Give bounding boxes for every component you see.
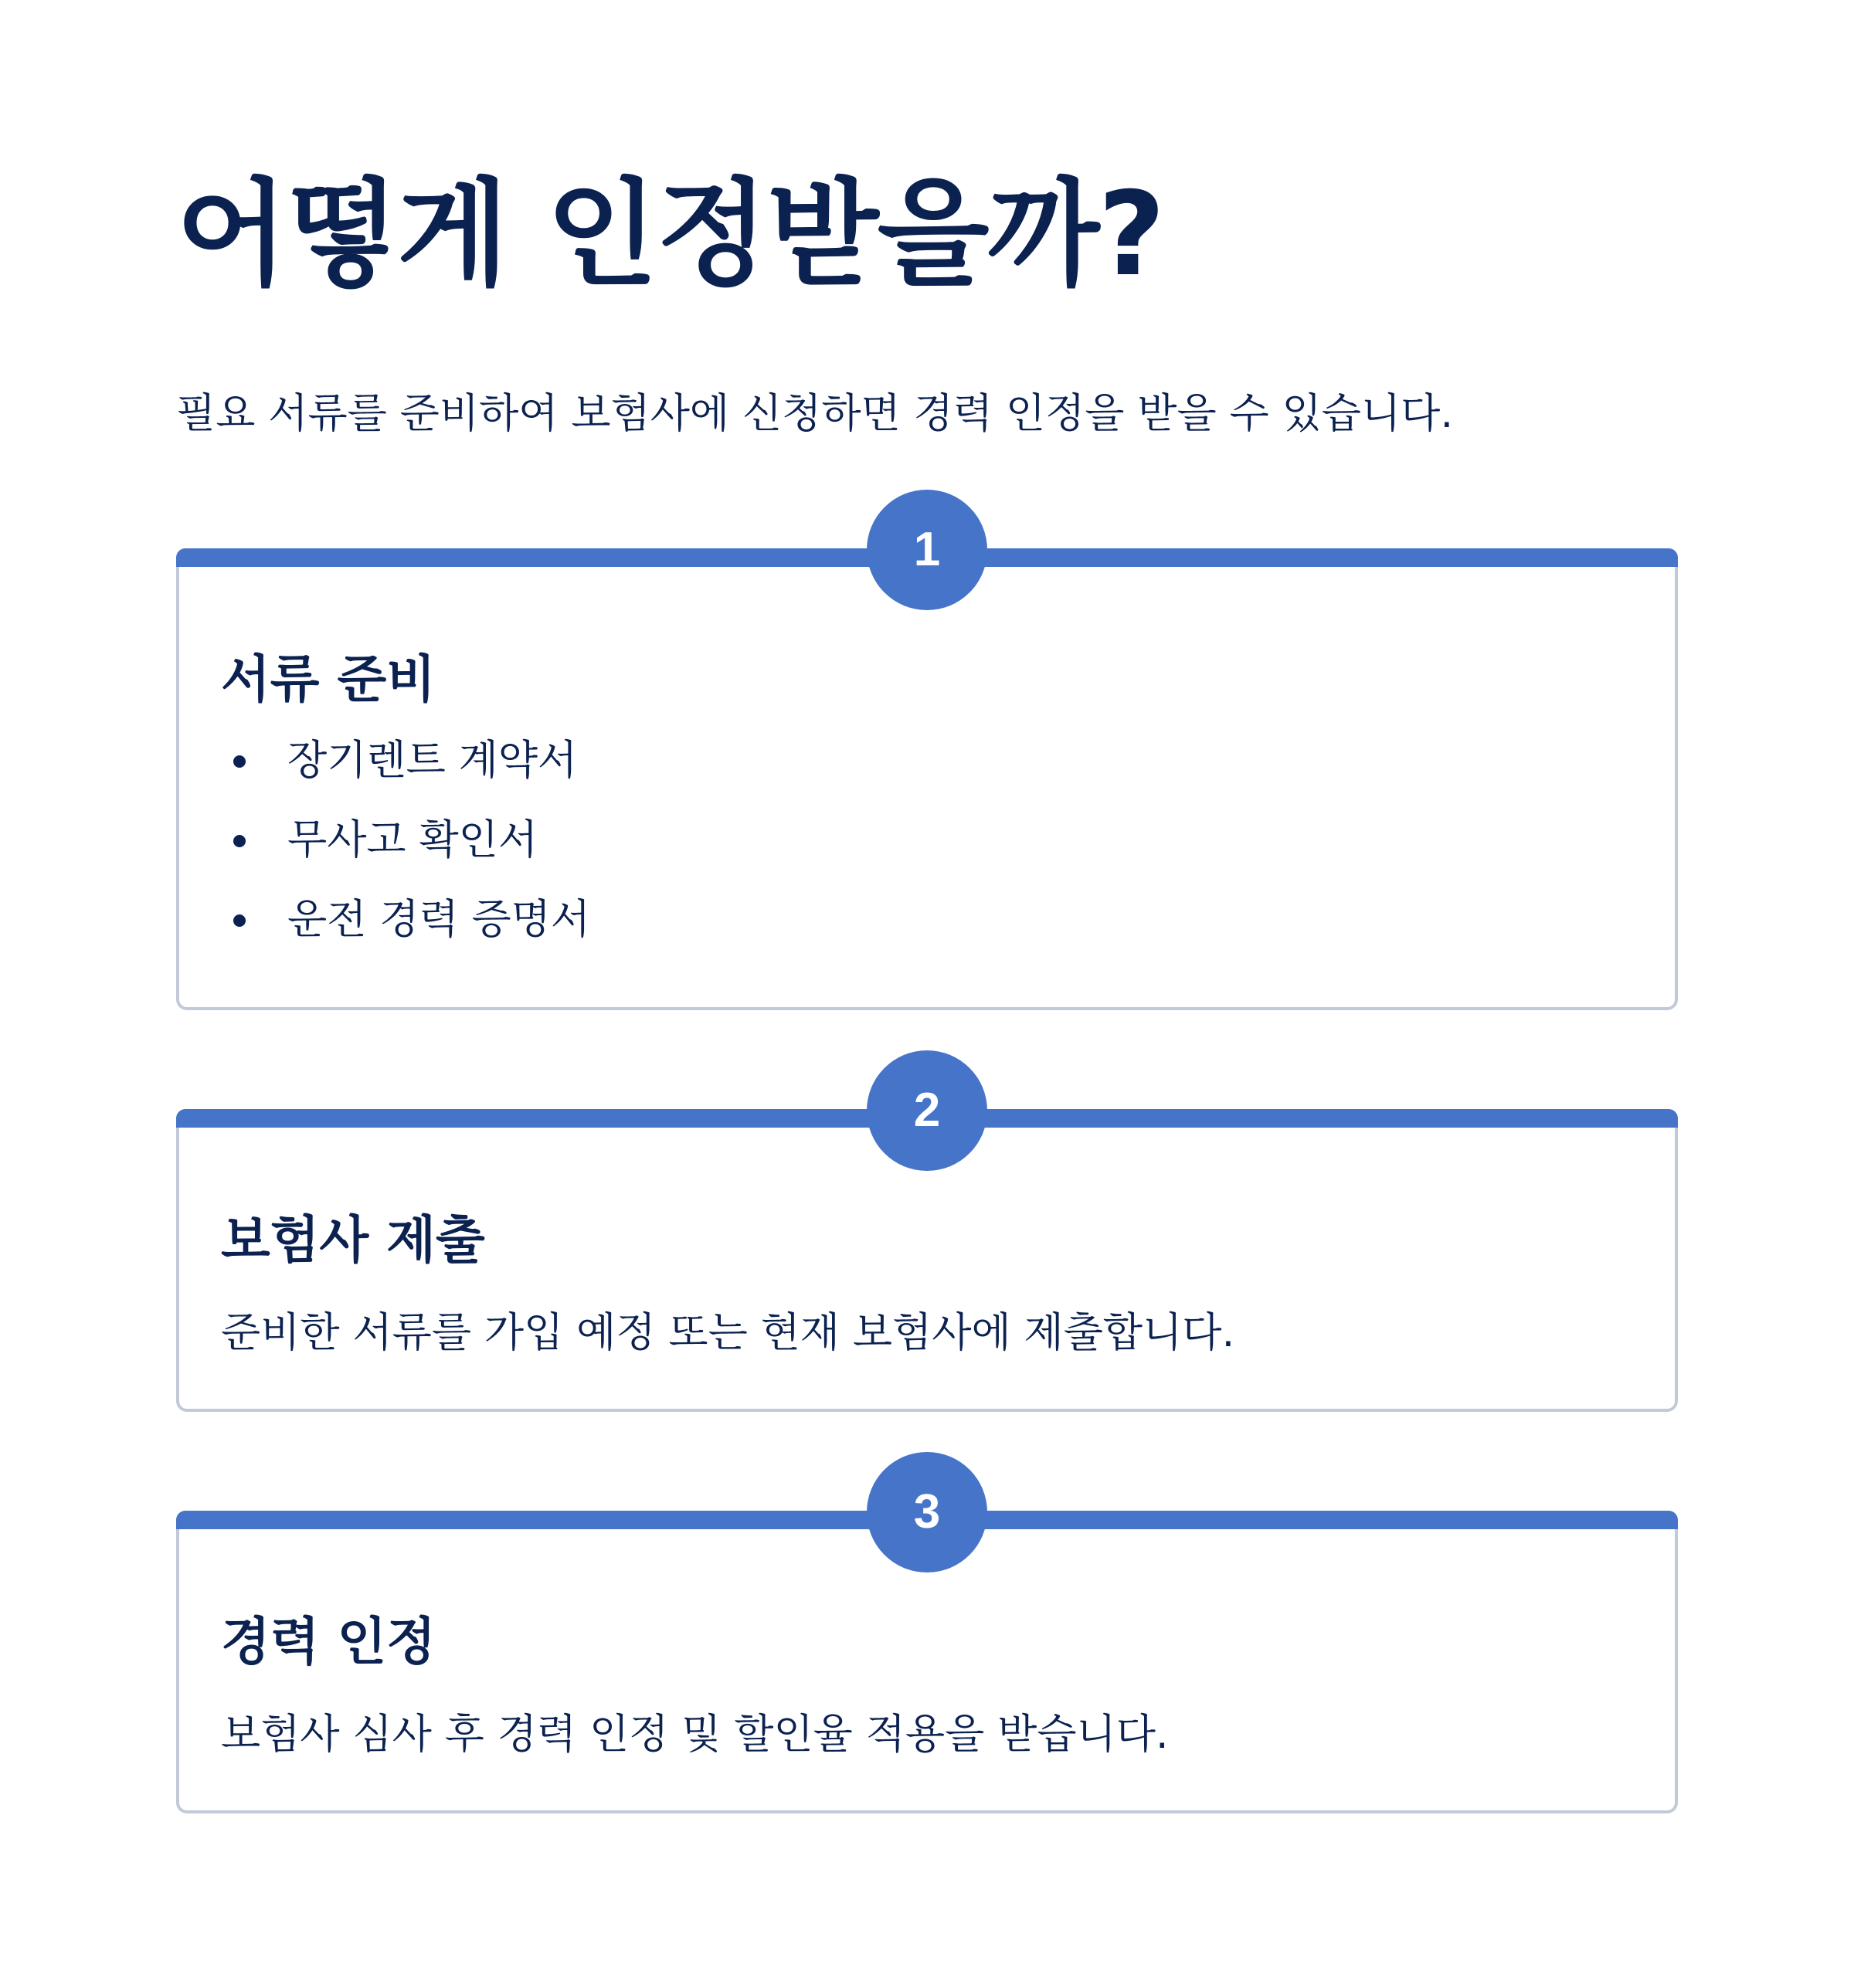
step-description: 보험사 심사 후 경력 인정 및 할인율 적용을 받습니다. — [221, 1711, 1169, 1758]
list-item-label: 운전 경력 증명서 — [287, 896, 591, 943]
step-description: 준비한 서류를 가입 예정 또는 현재 보험사에 제출합니다. — [221, 1309, 1235, 1356]
step-card-document-prep — [176, 523, 1678, 1010]
step-title: 경력 인정 — [221, 1612, 436, 1671]
step-title: 서류 준비 — [221, 650, 436, 709]
step-card-insurer-submission — [176, 1084, 1678, 1412]
page-subtitle: 필요 서류를 준비하여 보험사에 신청하면 경력 인정을 받을 수 있습니다. — [176, 390, 1454, 437]
step-number-badge: 2 — [867, 1050, 987, 1171]
step-number-badge: 1 — [867, 490, 987, 610]
bullet-icon — [233, 835, 246, 847]
step-number-badge: 3 — [867, 1452, 987, 1572]
list-item — [221, 893, 590, 972]
step-title: 보험사 제출 — [221, 1210, 485, 1270]
list-item-label: 무사고 확인서 — [287, 816, 538, 863]
list-item — [221, 734, 590, 813]
step-card-career-recognition — [176, 1485, 1678, 1813]
list-item — [221, 813, 590, 893]
bullet-icon — [233, 755, 246, 768]
page-title: 어떻게 인정받을까? — [176, 168, 1164, 302]
document-list — [221, 734, 590, 972]
list-item-label: 장기렌트 계약서 — [287, 737, 578, 784]
bullet-icon — [233, 914, 246, 927]
